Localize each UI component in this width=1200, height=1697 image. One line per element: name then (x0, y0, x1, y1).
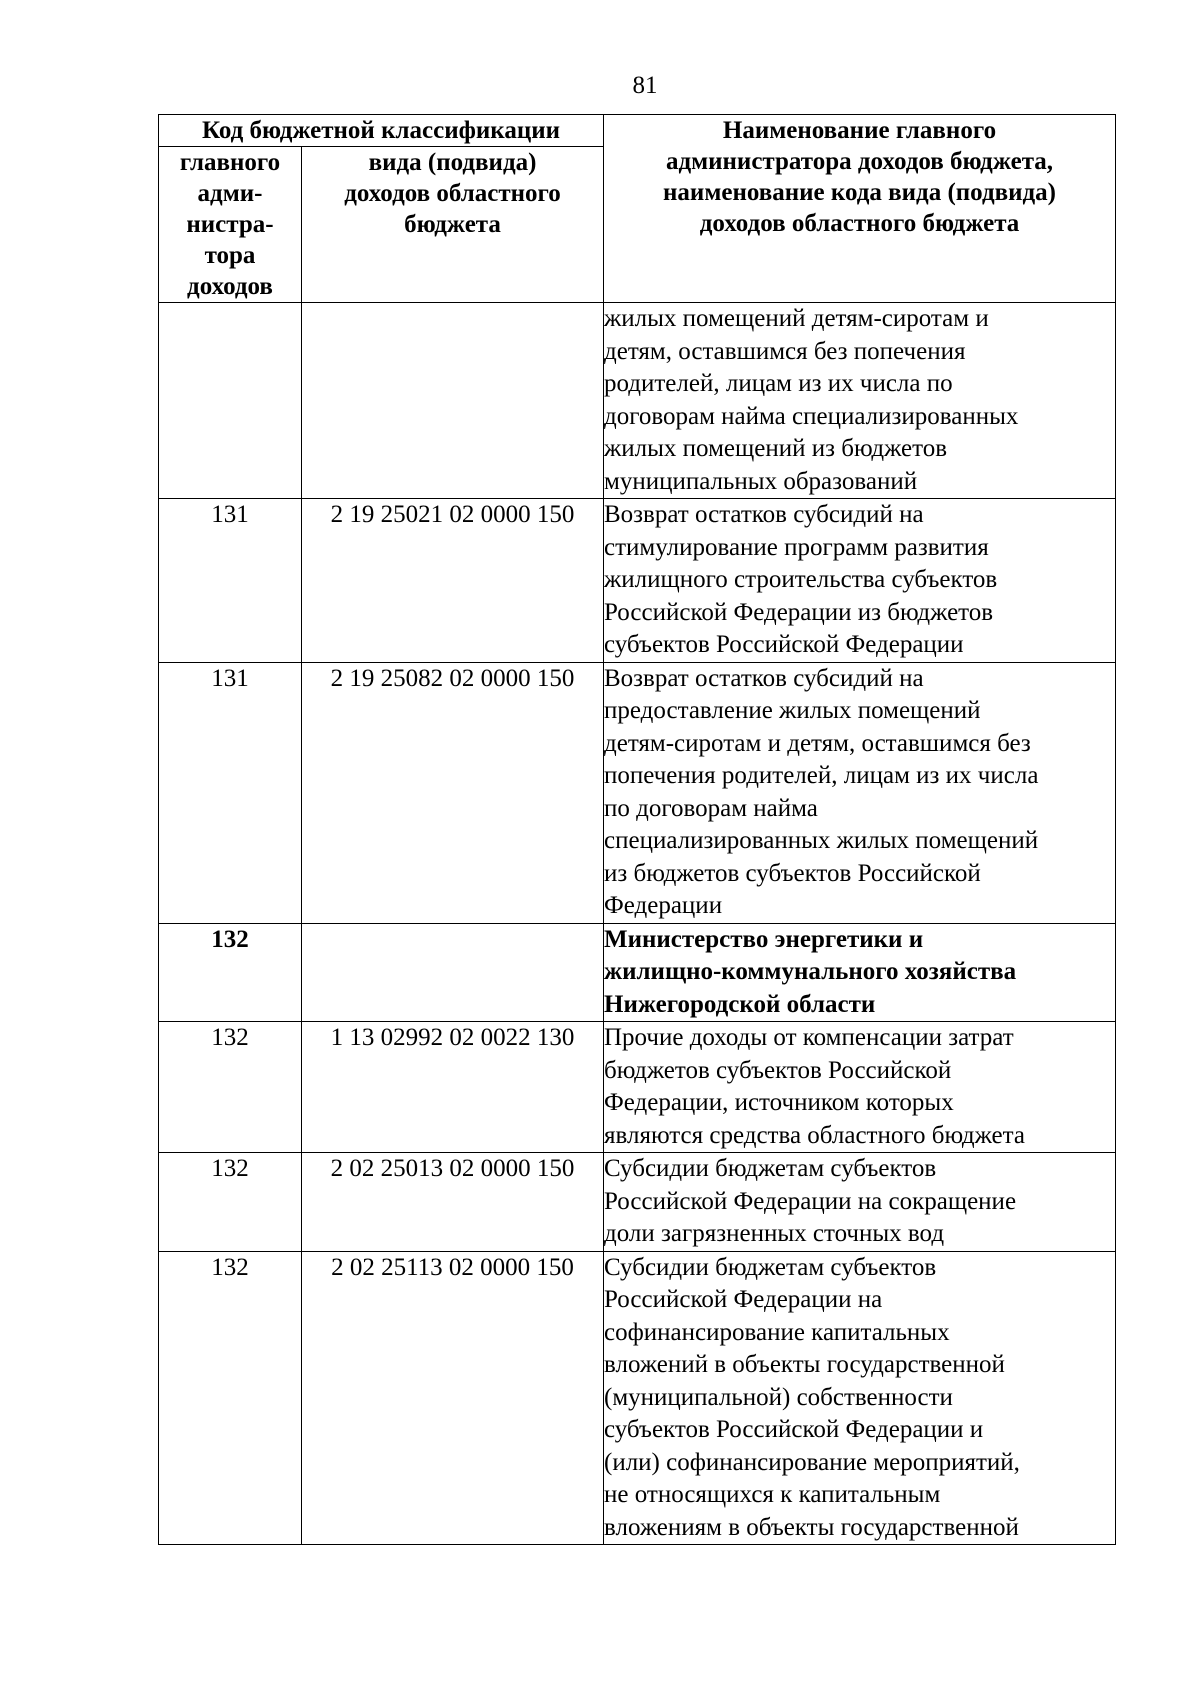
header-code-line: доходов областного (344, 180, 561, 207)
header-admin-line: нистра- (186, 211, 274, 238)
admin-code-cell: 132 (159, 923, 302, 1022)
header-admin-line: адми- (197, 180, 263, 207)
income-name-line: из бюджетов субъектов Российской (604, 859, 981, 887)
income-name-line: жилых помещений детям-сиротам и (604, 305, 989, 332)
income-name-line: (или) софинансирование мероприятий, (604, 1448, 1020, 1476)
income-name-line: субъектов Российской Федерации и (604, 1416, 984, 1443)
income-name-line: по договорам найма (604, 794, 818, 822)
income-name-cell (604, 1022, 1116, 1153)
income-name-line: договорам найма специализированных (604, 402, 1019, 430)
budget-classification-table (158, 114, 1116, 1545)
header-name-line: доходов областного бюджета (699, 210, 1020, 237)
table-row (159, 1153, 1116, 1252)
income-name-cell (604, 1153, 1116, 1252)
income-name-line: родителей, лицам из их числа по (604, 370, 953, 397)
table-row (159, 303, 1116, 499)
header-code-line: бюджета (404, 211, 501, 238)
header-admin-line: доходов (187, 273, 273, 300)
header-code-line: вида (подвида) (368, 149, 537, 176)
admin-code-cell (159, 303, 302, 499)
income-name-line: стимулирование программ развития (604, 533, 989, 561)
header-name-column (604, 115, 1116, 303)
table-body (159, 303, 1116, 1545)
income-name-line: софинансирование капитальных (604, 1318, 950, 1346)
income-name-line: Субсидии бюджетам субъектов (604, 1155, 937, 1182)
income-name-line: попечения родителей, лицам из их числа (604, 762, 1039, 789)
table-row (159, 1022, 1116, 1153)
income-name-line: Министерство энергетики и (604, 925, 924, 953)
admin-code-cell: 131 (159, 499, 302, 663)
income-name-line: (муниципальной) собственности (604, 1383, 953, 1411)
header-admin-line: главного (179, 149, 281, 176)
table-row (159, 499, 1116, 663)
income-name-line: детям, оставшимся без попечения (604, 337, 966, 365)
income-name-line: Федерации, источником которых (604, 1089, 954, 1116)
table-row (159, 662, 1116, 923)
income-name-line: детям-сиротам и детям, оставшимся без (604, 729, 1031, 757)
income-name-line: Нижегородской области (604, 990, 876, 1018)
admin-code-cell: 132 (159, 1022, 302, 1153)
income-name-cell (604, 499, 1116, 663)
header-admin-line: тора (204, 242, 256, 269)
header-group-title: Код бюджетной классификации (159, 115, 604, 147)
table-row (159, 923, 1116, 1022)
table-row (159, 1251, 1116, 1545)
income-code-cell: 2 19 25082 02 0000 150 (302, 662, 604, 923)
income-name-line: Российской Федерации из бюджетов (604, 598, 994, 626)
income-code-cell: 2 02 25013 02 0000 150 (302, 1153, 604, 1252)
page-number: 81 (632, 72, 658, 99)
income-name-cell (604, 662, 1116, 923)
income-name-line: доли загрязненных сточных вод (604, 1220, 945, 1247)
header-admin-column (159, 147, 302, 303)
income-name-line: вложениям в объекты государственной (604, 1513, 1019, 1541)
income-name-line: вложений в объекты государственной (604, 1351, 1005, 1378)
income-name-line: Субсидии бюджетам субъектов (604, 1253, 937, 1281)
income-code-cell: 2 02 25113 02 0000 150 (302, 1251, 604, 1545)
admin-code-cell: 132 (159, 1251, 302, 1545)
income-name-cell (604, 1251, 1116, 1545)
income-name-line: жилых помещений из бюджетов (604, 435, 948, 462)
income-name-line: Возврат остатков субсидий на (604, 501, 924, 528)
income-name-line: Российской Федерации на сокращение (604, 1187, 1017, 1215)
income-name-line: Российской Федерации на (604, 1286, 883, 1313)
income-name-line: Федерации (604, 892, 723, 919)
table-header (159, 115, 1116, 303)
income-code-cell (302, 303, 604, 499)
income-name-line: Возврат остатков субсидий на (604, 664, 924, 692)
header-name-line: Наименование главного (722, 117, 997, 144)
income-name-cell (604, 923, 1116, 1022)
income-name-line: являются средства областного бюджета (604, 1121, 1025, 1149)
income-name-line: Прочие доходы от компенсации затрат (604, 1024, 1014, 1051)
header-name-line: наименование кода вида (подвида) (663, 179, 1056, 206)
admin-code-cell: 132 (159, 1153, 302, 1252)
header-name-line: администратора доходов бюджета, (665, 148, 1054, 175)
income-code-cell (302, 923, 604, 1022)
income-name-line: жилищно-коммунального хозяйства (604, 958, 1017, 985)
income-name-line: бюджетов субъектов Российской (604, 1056, 952, 1084)
income-name-line: жилищного строительства субъектов (604, 566, 998, 593)
income-name-line: субъектов Российской Федерации (604, 631, 964, 658)
income-name-line: специализированных жилых помещений (604, 827, 1039, 854)
income-name-line: не относящихся к капитальным (604, 1481, 941, 1508)
header-code-column (302, 147, 604, 303)
income-name-line: предоставление жилых помещений (604, 697, 981, 724)
income-name-line: муниципальных образований (604, 467, 918, 495)
income-name-cell (604, 303, 1116, 499)
admin-code-cell: 131 (159, 662, 302, 923)
income-code-cell: 2 19 25021 02 0000 150 (302, 499, 604, 663)
income-code-cell: 1 13 02992 02 0022 130 (302, 1022, 604, 1153)
